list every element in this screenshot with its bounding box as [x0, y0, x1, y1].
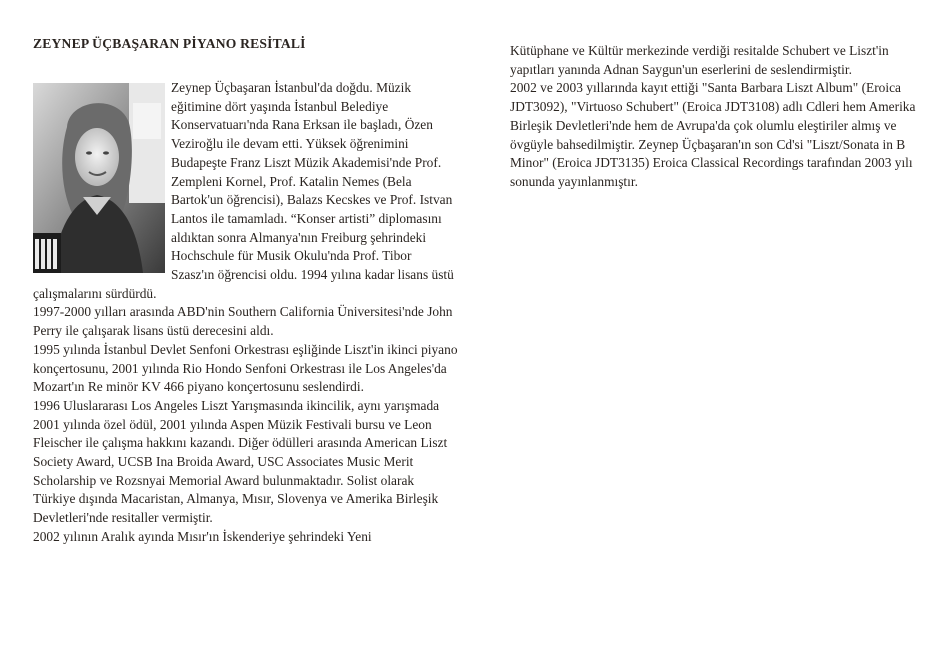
paragraph-usc: 1997-2000 yılları arasında ABD'nin Southern California Üniversitesi'nde John Perry ile çalışarak lisans üstü derecesini aldı. [33, 304, 453, 339]
left-body [33, 79, 458, 547]
right-body [510, 42, 930, 192]
left-column [33, 36, 458, 547]
page-bleed-through [465, 18, 475, 65]
paragraph-concertos: 1995 yılında İstanbul Devlet Senfoni Orkestrası eşliğinde Liszt'in ikinci piyano konçertosunu, 2001 yılında Rio Hondo Senfoni Orkestrası ile Los Angeles'da Mozart'ın Re minör KV 466 piyano konçertosunu seslendirdi. [33, 341, 458, 395]
article-title: ZEYNEP ÜÇBAŞARAN PİYANO RESİTALİ [33, 36, 306, 51]
paragraph-alexandria-end: Kütüphane ve Kültür merkezinde verdiği resitalde Schubert ve Liszt'in yapıtları yanında Adnan Saygun'un eserlerini de seslendirmiştir. [510, 43, 889, 77]
right-column [510, 42, 930, 192]
paragraph-recordings: 2002 ve 2003 yıllarında kayıt ettiği "Santa Barbara Liszt Album" (Eroica JDT3092), "Virtuoso Schubert" (Eroica JDT3108) adlı Cdleri hem Amerika Birleşik Devletleri'nde hem de Avrupa'da çok olumlu eleştiriler almış ve övgüyle bahsedilmiştir. Zeynep Üçbaşaran'ın son Cd'si "Liszt/Sonata in B Minor" (Eroica JDT3135) Eroica Classical Recordings tarafından 2003 yılı sonunda yayınlanmıştır. [510, 80, 916, 189]
paragraph-awards: 1996 Uluslararası Los Angeles Liszt Yarışmasında ikincilik, aynı yarışmada 2001 yılında özel ödül, 2001 yılında Aspen Müzik Festivali bursu ve Leon Fleischer ile çalışma hakkını kazandı. Diğer ödülleri arasında American Liszt Society Award, UCSB Ina Broida Award, USC Associates Music Merit Scholarship ve Rozsnyai Memorial Award bulunmaktadır. Solist olarak Türkiye dışında Macaristan, Almanya, Mısır, Slovenya ve Amerika Birleşik Devletleri'nde resitaller vermiştir. [33, 397, 448, 526]
paragraph-biography: Zeynep Üçbaşaran İstanbul'da doğdu. Müzik eğitimine dört yaşında İstanbul Belediye Konservatuarı'nda Rana Erksan ile başladı, Özen Veziroğlu ile devam etti. Yüksek öğrenimini Budapeşte Franz Liszt Müzik Akademisi'nde Prof. Zempleni Kornel, Prof. Katalin Nemes (Bela Bartok'un öğrencisi), Balazs Kecskes ve Prof. Istvan Lantos ile tamamladı. “Konser artisti” diplomasını aldıktan sonra Almanya'nın Freiburg şehrindeki Hochschule für Musik Okulu'nda Prof. Tibor Szasz'ın öğrencisi oldu. 1994 yılına kadar lisans üstü çalışmalarını sürdürdü. [33, 80, 454, 301]
portrait-photo [33, 83, 165, 273]
paragraph-alexandria-start: 2002 yılının Aralık ayında Mısır'ın İskenderiye şehrindeki Yeni [33, 528, 372, 544]
